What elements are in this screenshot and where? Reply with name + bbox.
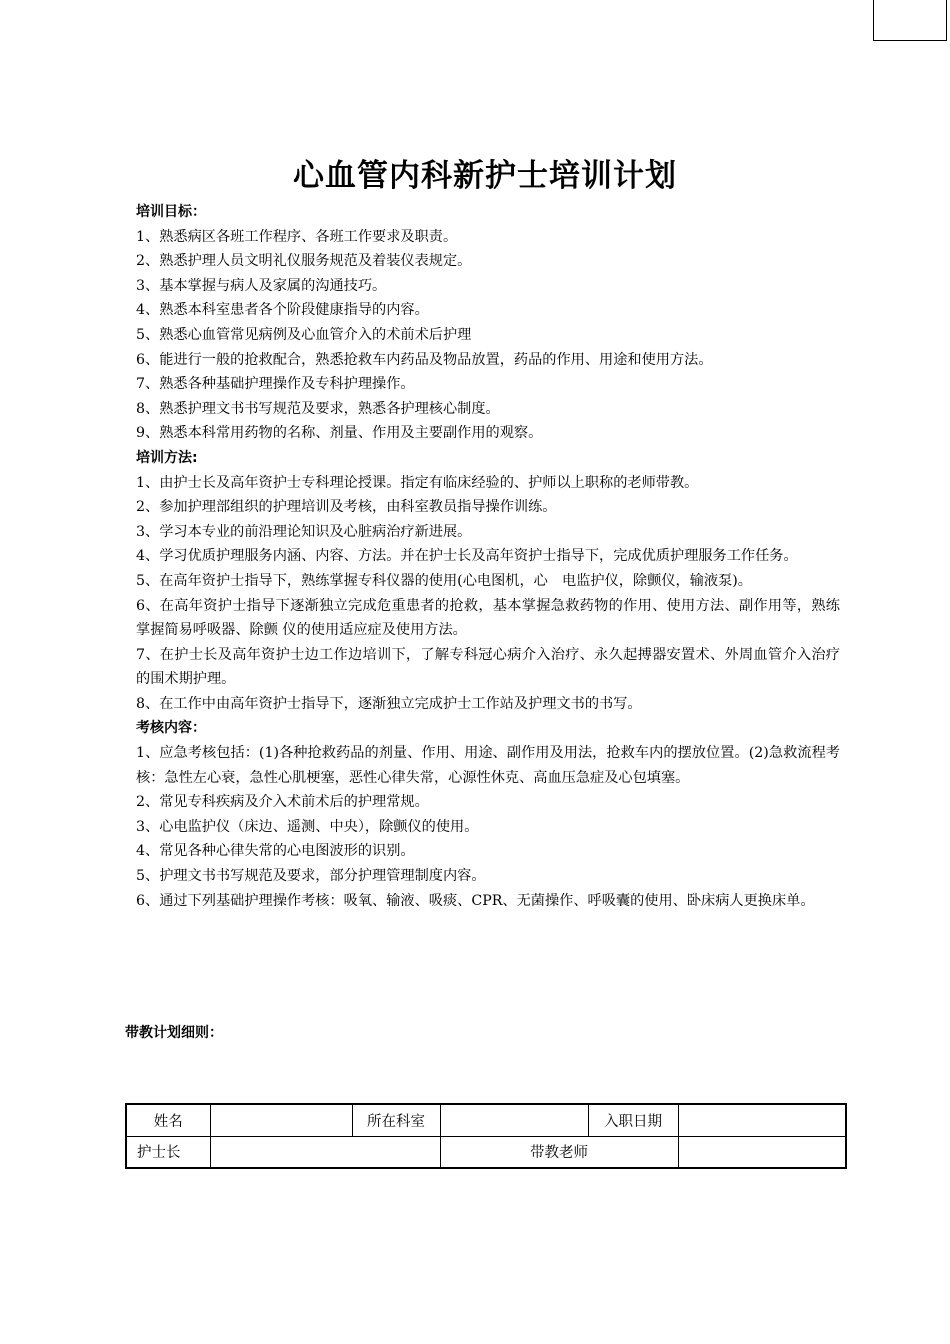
goal-item: 9、熟悉本科常用药物的名称、剂量、作用及主要副作用的观察。 — [136, 425, 543, 442]
goals-list — [136, 225, 840, 446]
method-item: 3、学习本专业的前沿理论知识及心脏病治疗新进展。 — [136, 523, 472, 540]
exam-item: 1、应急考核包括：(1)各种抢救药品的剂量、作用、用途、副作用及用法，抢救车内的摆放位置。(2)急救流程考核：急性左心衰，急性心肌梗塞，恶性心律失常，心源性休克、高血压急症及心包填塞。 — [136, 745, 840, 786]
method-item: 4、学习优质护理服务内涵、内容、方法。并在护士长及高年资护士指导下，完成优质护理服务工作任务。 — [136, 548, 798, 565]
goals-heading: 培训目标： — [136, 204, 206, 220]
method-item: 5、在高年资护士指导下，熟练掌握专科仪器的使用(心电图机，心 电监护仪，除颤仪，输液泵)。 — [136, 572, 752, 589]
hire-date-value-cell[interactable] — [678, 1104, 846, 1136]
department-label-cell: 所在科室 — [352, 1104, 440, 1136]
goal-item: 4、熟悉本科室患者各个阶段健康指导的内容。 — [136, 302, 429, 319]
exam-list — [136, 741, 840, 913]
exam-item: 5、护理文书书写规范及要求，部分护理管理制度内容。 — [136, 868, 486, 885]
methods-list — [136, 471, 840, 717]
goal-item: 7、熟悉各种基础护理操作及专科护理操作。 — [136, 376, 415, 393]
plan-heading: 带教计划细则： — [125, 1025, 223, 1041]
name-value-cell[interactable] — [210, 1104, 352, 1136]
method-item: 7、在护士长及高年资护士边工作边培训下，了解专科冠心病介入治疗、永久起搏器安置术、外周血管介入治疗的围术期护理。 — [136, 646, 840, 688]
table-row — [126, 1136, 846, 1168]
goal-item: 2、熟悉护理人员文明礼仪服务规范及着装仪表规定。 — [136, 253, 472, 270]
head-nurse-value-cell[interactable] — [210, 1136, 440, 1168]
goal-item: 6、能进行一般的抢救配合，熟悉抢救车内药品及物品放置，药品的作用、用途和使用方法。 — [136, 351, 713, 368]
name-label-cell: 姓名 — [126, 1104, 210, 1136]
exam-item: 3、心电监护仪（床边、遥测、中央），除颤仪的使用。 — [136, 818, 479, 835]
document-body — [136, 200, 840, 913]
department-value-cell[interactable] — [440, 1104, 588, 1136]
method-item: 1、由护士长及高年资护士专科理论授课。指定有临床经验的、护师以上职称的老师带教。 — [136, 474, 699, 491]
exam-item: 6、通过下列基础护理操作考核：吸氧、输液、吸痰、CPR、无菌操作、呼吸囊的使用、卧床病人更换床单。 — [136, 892, 815, 909]
mentor-label-cell: 带教老师 — [440, 1136, 678, 1168]
head-nurse-label-cell: 护士长 — [126, 1136, 210, 1168]
table-row — [126, 1104, 846, 1136]
methods-heading: 培训方法: — [136, 449, 198, 466]
method-item: 6、在高年资护士指导下逐渐独立完成危重患者的抢救，基本掌握急救药物的作用、使用方法、副作用等，熟练掌握简易呼吸器、除颤 仪的使用适应症及使用方法。 — [136, 597, 840, 639]
goal-item: 1、熟悉病区各班工作程序、各班工作要求及职责。 — [136, 228, 458, 245]
page-title: 心血管内科新护士培训计划 — [293, 158, 677, 194]
trainee-info-table — [125, 1103, 847, 1169]
goal-item: 8、熟悉护理文书书写规范及要求，熟悉各护理核心制度。 — [136, 400, 500, 417]
exam-item: 4、常见各种心律失常的心电图波形的识别。 — [136, 843, 415, 860]
corner-box — [873, 0, 947, 41]
exam-item: 2、常见专科疾病及介入术前术后的护理常规。 — [136, 794, 429, 811]
goal-item: 3、基本掌握与病人及家属的沟通技巧。 — [136, 277, 387, 294]
goal-item: 5、熟悉心血管常见病例及心血管介入的术前术后护理 — [136, 326, 472, 343]
hire-date-label-cell: 入职日期 — [588, 1104, 678, 1136]
method-item: 8、在工作中由高年资护士指导下，逐渐独立完成护士工作站及护理文书的书写。 — [136, 695, 642, 712]
method-item: 2、参加护理部组织的护理培训及考核，由科室教员指导操作训练。 — [136, 499, 557, 516]
mentor-value-cell[interactable] — [678, 1136, 846, 1168]
exam-heading: 考核内容： — [136, 720, 206, 737]
